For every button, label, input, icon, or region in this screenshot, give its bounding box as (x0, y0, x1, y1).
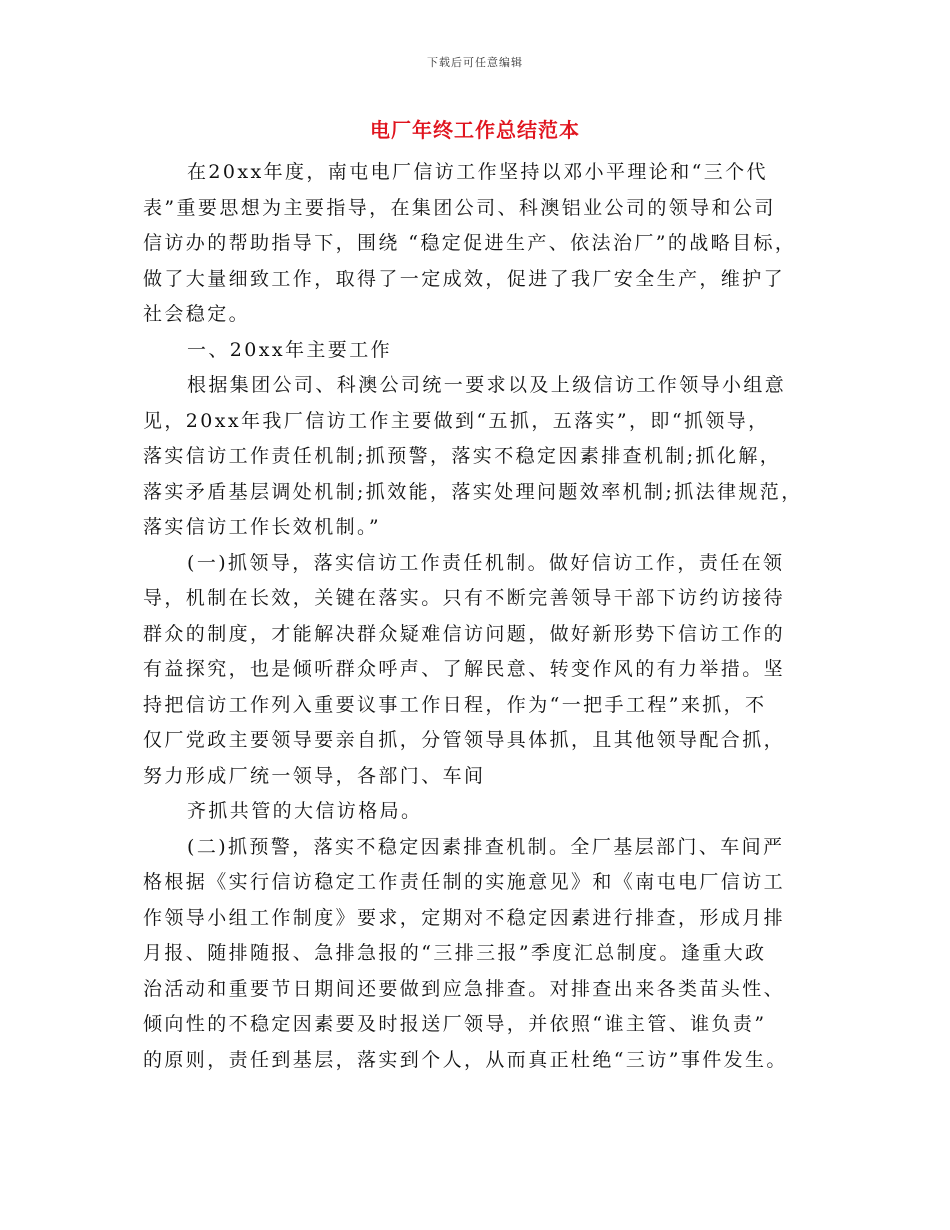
body-line: 持把信访工作列入重要议事工作日程，作为“一把手工程”来抓，不 (143, 693, 767, 716)
document-title: 电厂年终工作总结范本 (370, 118, 580, 142)
body-line: 做了大量细致工作，取得了一定成效，促进了我厂安全生产，维护了 (143, 267, 786, 290)
body-line: 表”重要思想为主要指导，在集团公司、科澳铝业公司的领导和公司 (143, 196, 776, 219)
body-line: 治活动和重要节日期间还要做到应急排查。对排查出来各类苗头性、 (143, 977, 786, 1000)
body-line: 倾向性的不稳定因素要及时报送厂领导，并依照“谁主管、谁负责” (143, 1013, 767, 1035)
body-line: 仅厂党政主要领导要亲自抓，分管领导具体抓，且其他领导配合抓， (143, 729, 786, 751)
body-line: 格根据《实行信访稳定工作责任制的实施意见》和《南屯电厂信访工 (143, 871, 786, 893)
body-line: 群众的制度，才能解决群众疑难信访问题，做好新形势下信访工作的 (143, 622, 786, 645)
body-line: 导，机制在长效，关键在落实。只有不断完善领导干部下访约访接待 (143, 587, 786, 609)
body-line: (二)抓预警，落实不稳定因素排查机制。全厂基层部门、车间严 (187, 835, 785, 858)
body-line: 齐抓共管的大信访格局。 (187, 800, 423, 822)
body-line: 落实矛盾基层调处机制;抓效能，落实处理问题效率机制;抓法律规范， (143, 480, 803, 503)
document-body (143, 155, 819, 1078)
body-line: 信访办的帮助指导下，围绕 “稳定促进生产、依法治厂”的战略目标， (143, 232, 797, 254)
body-line: 努力形成厂统一领导，各部门、车间 (143, 764, 486, 787)
body-line: 见，20xx年我厂信访工作主要做到“五抓，五落实”，即“抓领导， (143, 409, 770, 432)
body-line: 根据集团公司、科澳公司统一要求以及上级信访工作领导小组意 (187, 374, 787, 396)
body-line: 作领导小组工作制度》要求，定期对不稳定因素进行排查，形成月排 (143, 906, 786, 929)
body-line: (一)抓领导，落实信访工作责任机制。做好信访工作，责任在领 (187, 551, 785, 574)
header-note: 下载后可任意编辑 (427, 56, 523, 69)
body-line: 落实信访工作长效机制。” (143, 516, 382, 538)
body-line: 社会稳定。 (143, 303, 251, 325)
body-line: 在20xx年度，南屯电厂信访工作坚持以邓小平理论和“三个代 (187, 161, 768, 183)
body-line: 一、20xx年主要工作 (187, 338, 393, 361)
body-line: 月报、随排随报、急排急报的“三排三报”季度汇总制度。逢重大政 (143, 942, 767, 964)
body-line: 有益探究，也是倾听群众呼声、了解民意、转变作风的有力举措。坚 (143, 658, 786, 680)
body-line: 的原则，责任到基层，落实到个人，从而真正杜绝“三访”事件发生。 (143, 1048, 788, 1071)
body-line: 落实信访工作责任机制;抓预警，落实不稳定因素排查机制;抓化解， (143, 445, 782, 467)
